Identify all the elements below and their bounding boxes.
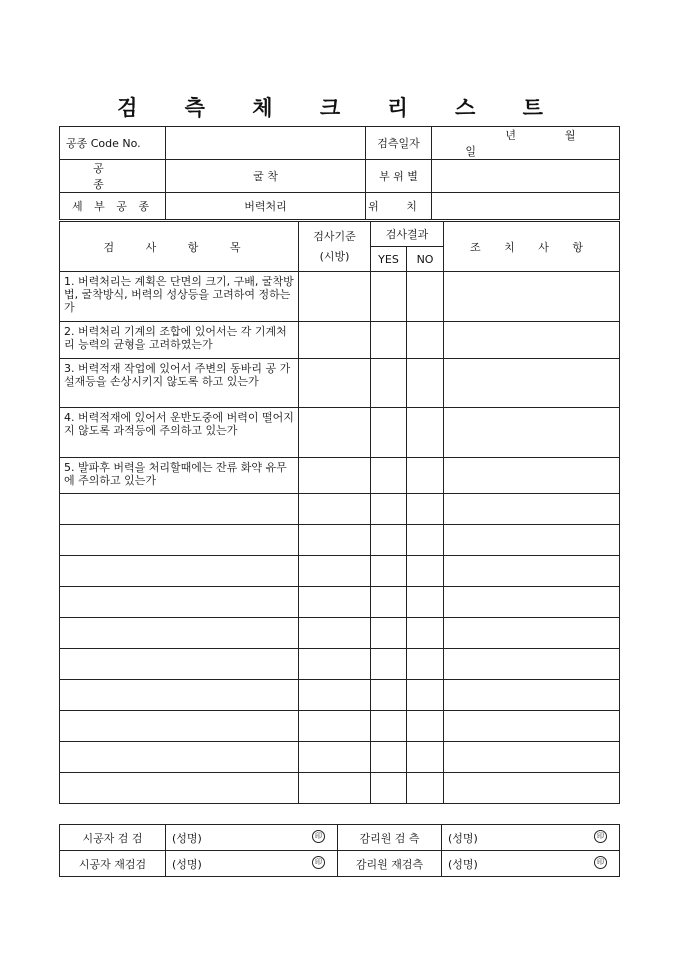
yes-cell[interactable] [371, 408, 407, 458]
no-cell[interactable] [407, 272, 444, 322]
table-row [60, 322, 620, 359]
empty-row [60, 711, 620, 742]
action-cell[interactable] [444, 272, 620, 322]
action-cell[interactable] [444, 408, 620, 458]
location-field[interactable] [432, 193, 620, 220]
no-cell[interactable] [407, 618, 444, 649]
standard-cell[interactable] [299, 359, 371, 408]
check-item-1: 1. 버력처리는 계획은 단면의 크기, 구배, 굴착방법, 굴착방식, 버력의 성상등을 고려하여 정하는가 [60, 272, 299, 322]
detail-work-value: 버력처리 [166, 193, 366, 220]
col-header-standard-line1: 검사기준 [313, 229, 356, 243]
table-row [60, 359, 620, 408]
header-table [59, 126, 620, 220]
part-label: 부 위 별 [366, 160, 432, 193]
work-code-field[interactable] [166, 127, 366, 160]
no-cell[interactable] [407, 773, 444, 804]
action-cell[interactable] [444, 322, 620, 359]
action-cell[interactable] [444, 525, 620, 556]
standard-cell[interactable] [299, 272, 371, 322]
no-cell[interactable] [407, 408, 444, 458]
standard-cell[interactable] [299, 742, 371, 773]
yes-cell[interactable] [371, 359, 407, 408]
col-header-no: NO [407, 247, 444, 272]
standard-cell[interactable] [299, 408, 371, 458]
no-cell[interactable] [407, 525, 444, 556]
action-cell[interactable] [444, 680, 620, 711]
seal-icon: 印 [594, 856, 607, 869]
name-placeholder: (성명) [448, 857, 478, 871]
yes-cell[interactable] [371, 556, 407, 587]
name-placeholder: (성명) [448, 831, 478, 845]
action-cell[interactable] [444, 773, 620, 804]
no-cell[interactable] [407, 322, 444, 359]
item-cell[interactable] [60, 773, 299, 804]
detail-work-label: 세 부 공 종 [60, 193, 166, 220]
table-row [60, 458, 620, 494]
seal-icon: 印 [312, 856, 325, 869]
no-cell[interactable] [407, 494, 444, 525]
standard-cell[interactable] [299, 525, 371, 556]
work-type-label: 공 종 [60, 160, 166, 193]
contractor-check-label: 시공자 검 검 [60, 825, 166, 851]
empty-row [60, 742, 620, 773]
check-item-5: 5. 발파후 버력을 처리할때에는 잔류 화약 유무에 주의하고 있는가 [60, 458, 299, 494]
standard-cell[interactable] [299, 649, 371, 680]
empty-row [60, 525, 620, 556]
col-header-result: 검사결과 [371, 222, 444, 247]
seal-icon: 印 [312, 830, 325, 843]
date-year: 년 [505, 129, 516, 142]
table-row [60, 272, 620, 322]
no-cell[interactable] [407, 587, 444, 618]
inspection-date-field[interactable] [432, 127, 620, 160]
check-item-2: 2. 버력처리 기계의 조합에 있어서는 각 기계처리 능력의 균형을 고려하였는가 [60, 322, 299, 359]
empty-row [60, 587, 620, 618]
yes-cell[interactable] [371, 494, 407, 525]
action-cell[interactable] [444, 649, 620, 680]
yes-cell[interactable] [371, 773, 407, 804]
item-cell[interactable] [60, 680, 299, 711]
item-cell[interactable] [60, 587, 299, 618]
item-cell[interactable] [60, 742, 299, 773]
col-header-standard-line2: (시방) [319, 249, 350, 263]
part-field[interactable] [432, 160, 620, 193]
col-header-item: 검 사 항 목 [60, 222, 299, 272]
yes-cell[interactable] [371, 680, 407, 711]
standard-cell[interactable] [299, 773, 371, 804]
no-cell[interactable] [407, 742, 444, 773]
standard-cell[interactable] [299, 556, 371, 587]
item-cell[interactable] [60, 556, 299, 587]
supervisor-check-label: 감리원 검 측 [338, 825, 442, 851]
action-cell[interactable] [444, 359, 620, 408]
standard-cell[interactable] [299, 680, 371, 711]
yes-cell[interactable] [371, 525, 407, 556]
empty-row [60, 618, 620, 649]
empty-row [60, 649, 620, 680]
check-item-4: 4. 버력적재에 있어서 운반도중에 버력이 떨어지지 않도록 과적등에 주의하고 있는가 [60, 408, 299, 458]
checklist-table [59, 221, 620, 804]
name-placeholder: (성명) [172, 857, 202, 871]
no-cell[interactable] [407, 649, 444, 680]
yes-cell[interactable] [371, 272, 407, 322]
standard-cell[interactable] [299, 587, 371, 618]
action-cell[interactable] [444, 458, 620, 494]
action-cell[interactable] [444, 711, 620, 742]
signature-table [59, 824, 620, 877]
yes-cell[interactable] [371, 742, 407, 773]
contractor-recheck-signature[interactable] [166, 851, 338, 877]
yes-cell[interactable] [371, 618, 407, 649]
supervisor-recheck-label: 감리원 재검측 [338, 851, 442, 877]
seal-icon: 印 [594, 830, 607, 843]
yes-cell[interactable] [371, 322, 407, 359]
col-header-standard [299, 222, 371, 272]
item-cell[interactable] [60, 618, 299, 649]
supervisor-recheck-signature[interactable] [442, 851, 620, 877]
empty-row [60, 680, 620, 711]
action-cell[interactable] [444, 494, 620, 525]
work-code-label: 공종 Code No. [60, 127, 166, 160]
col-header-action: 조 치 사 항 [444, 222, 620, 272]
page-title: 검 측 체 크 리 스 트 [117, 95, 563, 120]
action-cell[interactable] [444, 587, 620, 618]
supervisor-check-signature[interactable] [442, 825, 620, 851]
name-placeholder: (성명) [172, 831, 202, 845]
no-cell[interactable] [407, 359, 444, 408]
action-cell[interactable] [444, 742, 620, 773]
empty-row [60, 773, 620, 804]
date-day: 일 [465, 145, 476, 158]
no-cell[interactable] [407, 458, 444, 494]
item-cell[interactable] [60, 711, 299, 742]
standard-cell[interactable] [299, 494, 371, 525]
no-cell[interactable] [407, 711, 444, 742]
standard-cell[interactable] [299, 322, 371, 359]
check-item-3: 3. 버력적재 작업에 있어서 주변의 동바리 공 가설재등을 손상시키지 않도록 하고 있는가 [60, 359, 299, 408]
yes-cell[interactable] [371, 711, 407, 742]
yes-cell[interactable] [371, 649, 407, 680]
contractor-check-signature[interactable] [166, 825, 338, 851]
no-cell[interactable] [407, 680, 444, 711]
date-month: 월 [564, 129, 576, 142]
action-cell[interactable] [444, 556, 620, 587]
item-cell[interactable] [60, 494, 299, 525]
yes-cell[interactable] [371, 587, 407, 618]
location-label: 위 치 [366, 193, 432, 220]
item-cell[interactable] [60, 649, 299, 680]
standard-cell[interactable] [299, 458, 371, 494]
contractor-recheck-label: 시공자 재검검 [60, 851, 166, 877]
table-row [60, 408, 620, 458]
col-header-yes: YES [371, 247, 407, 272]
no-cell[interactable] [407, 556, 444, 587]
standard-cell[interactable] [299, 618, 371, 649]
item-cell[interactable] [60, 525, 299, 556]
empty-row [60, 494, 620, 525]
standard-cell[interactable] [299, 711, 371, 742]
empty-row [60, 556, 620, 587]
action-cell[interactable] [444, 618, 620, 649]
yes-cell[interactable] [371, 458, 407, 494]
inspection-date-label: 검측일자 [366, 127, 432, 160]
work-type-value: 굴 착 [166, 160, 366, 193]
